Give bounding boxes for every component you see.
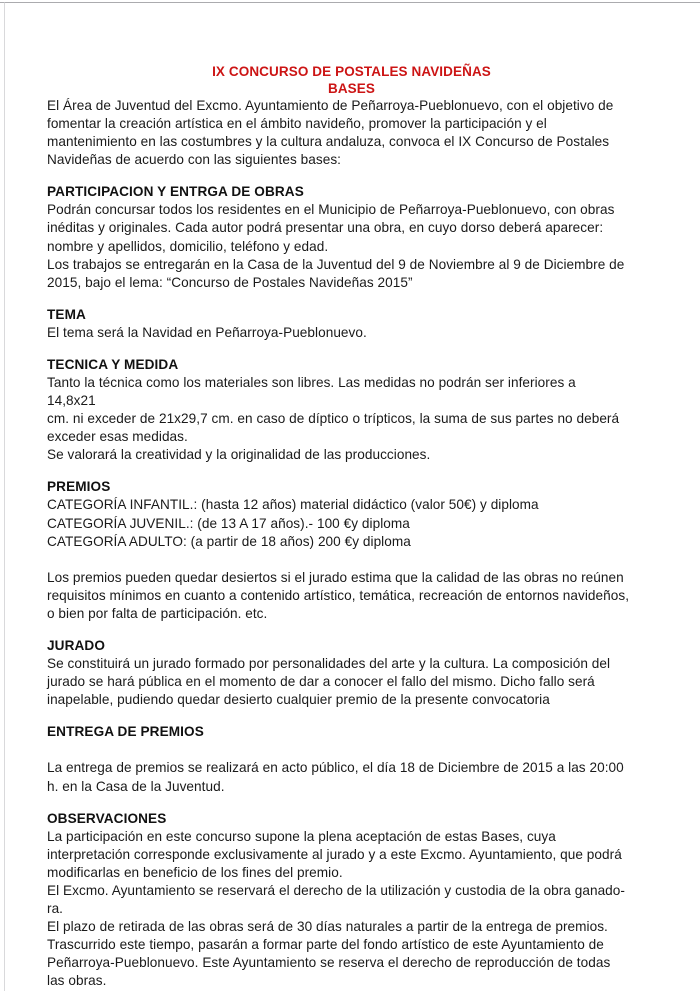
section-tecnica-medida — [47, 356, 656, 464]
text-line: cm. ni exceder de 21x29,7 cm. en caso de díptico o trípticos, la suma de sus partes no deberá — [47, 411, 620, 427]
prize-line-infantil: CATEGORÍA INFANTIL.: (hasta 12 años) material didáctico (valor 50€) y diploma — [47, 497, 539, 513]
text-line: ra. — [47, 901, 64, 916]
text-line: 2015, bajo el lema: “Concurso de Postales Navideñas 2015” — [47, 274, 413, 290]
intro-text — [47, 97, 656, 169]
section-premios — [47, 478, 656, 623]
document-body — [47, 63, 656, 990]
text-line: El plazo de retirada de las obras será de 30 días naturales a partir de la entrega de premios. — [47, 919, 608, 935]
section-heading: OBSERVACIONES — [47, 810, 167, 826]
text-line: modificarlas en beneficio de los fines del premio. — [47, 864, 343, 880]
text-line: El Excmo. Ayuntamiento se reservará el derecho de la utilización y custodia de la obra ganado- — [47, 882, 625, 898]
text-line: 14,8x21 — [47, 393, 96, 409]
text-line: fomentar la creación artística en el ámbito navideño, promover la participación y el — [47, 116, 547, 132]
section-heading: JURADO — [47, 638, 106, 654]
text-line: El Área de Juventud del Excmo. Ayuntamiento de Peñarroya-Pueblonuevo, con el objetivo de — [47, 98, 614, 113]
section-heading: TEMA — [47, 306, 86, 322]
section-participacion — [47, 183, 656, 291]
section-body — [47, 655, 656, 709]
section-body — [47, 496, 656, 623]
section-body — [47, 828, 656, 991]
title-line-subtitle: BASES — [327, 81, 375, 96]
text-line: La entrega de premios se realizará en acto público, el día 18 de Diciembre de 2015 a las 20:00 — [47, 760, 624, 776]
text-line: nombre y apellidos, domicilio, teléfono y edad. — [47, 238, 329, 254]
scan-edge-top — [0, 2, 700, 3]
section-tema — [47, 306, 656, 342]
blank-line — [47, 551, 656, 569]
section-body — [47, 324, 656, 342]
text-line: interpretación corresponde exclusivamente al jurado y a este Excmo. Ayuntamiento, que podrá — [47, 846, 622, 862]
text-line: h. en la Casa de la Juventud. — [47, 778, 225, 794]
section-body — [47, 201, 656, 291]
text-line: requisitos mínimos en cuanto a contenido artístico, temática, recreación de entornos navideños, — [47, 587, 630, 603]
section-heading: ENTREGA DE PREMIOS — [47, 724, 204, 740]
text-line: mantenimiento en las costumbres y la cultura andaluza, convoca el IX Concurso de Postales — [47, 134, 610, 150]
text-line: El tema será la Navidad en Peñarroya-Pueblonuevo. — [47, 324, 367, 340]
text-line: Se valorará la creatividad y la originalidad de las producciones. — [47, 447, 431, 463]
intro-paragraph — [47, 97, 656, 169]
text-line: jurado se hará pública en el momento de dar a conocer el fallo del mismo. Dicho fallo será — [47, 674, 595, 690]
section-heading: TECNICA Y MEDIDA — [47, 356, 179, 372]
text-line: las obras. — [47, 973, 107, 989]
text-line: Peñarroya-Pueblonuevo. Este Ayuntamiento se reserva el derecho de reproducción de todas — [47, 955, 611, 971]
scan-edge-left — [4, 2, 5, 991]
section-body — [47, 374, 656, 464]
text-line: Los trabajos se entregarán en la Casa de la Juventud del 9 de Noviembre al 9 de Diciembre de — [47, 256, 625, 272]
text-line: exceder esas medidas. — [47, 429, 188, 445]
section-jurado — [47, 637, 656, 709]
text-line: Tanto la técnica como los materiales son libres. Las medidas no podrán ser inferiores a — [47, 374, 576, 390]
section-heading: PREMIOS — [47, 479, 111, 495]
text-line: o bien por falta de participación. etc. — [47, 605, 268, 621]
text-line: Podrán concursar todos los residentes en el Municipio de Peñarroya-Pueblonuevo, con obras — [47, 202, 615, 218]
section-heading: PARTICIPACION Y ENTRGA DE OBRAS — [47, 184, 304, 200]
blank-line — [47, 741, 656, 759]
section-body — [47, 741, 656, 795]
prize-line-adulto: CATEGORÍA ADULTO: (a partir de 18 años) 200 €y diploma — [47, 533, 411, 549]
title-line-main: IX CONCURSO DE POSTALES NAVIDEÑAS — [212, 64, 491, 79]
text-line: inéditas y originales. Cada autor podrá presentar una obra, en cuyo dorso deberá aparecer: — [47, 220, 604, 236]
text-line: Navideñas de acuerdo con las siguientes bases: — [47, 152, 341, 168]
text-line: Trascurrido este tiempo, pasarán a formar parte del fondo artístico de este Ayuntamiento de — [47, 937, 604, 953]
section-observaciones — [47, 810, 656, 991]
text-line: inapelable, pudiendo quedar desierto cualquier premio de la presente convocatoria — [47, 692, 550, 708]
text-line: Los premios pueden quedar desiertos si el jurado estima que la calidad de las obras no reúnen — [47, 569, 624, 585]
document-title — [47, 63, 656, 97]
text-line: Se constituirá un jurado formado por personalidades del arte y la cultura. La composición del — [47, 656, 611, 672]
text-line: La participación en este concurso supone la plena aceptación de estas Bases, cuya — [47, 828, 556, 844]
section-entrega-premios — [47, 723, 656, 795]
prize-line-juvenil: CATEGORÍA JUVENIL.: (de 13 A 17 años).- 100 €y diploma — [47, 515, 410, 531]
